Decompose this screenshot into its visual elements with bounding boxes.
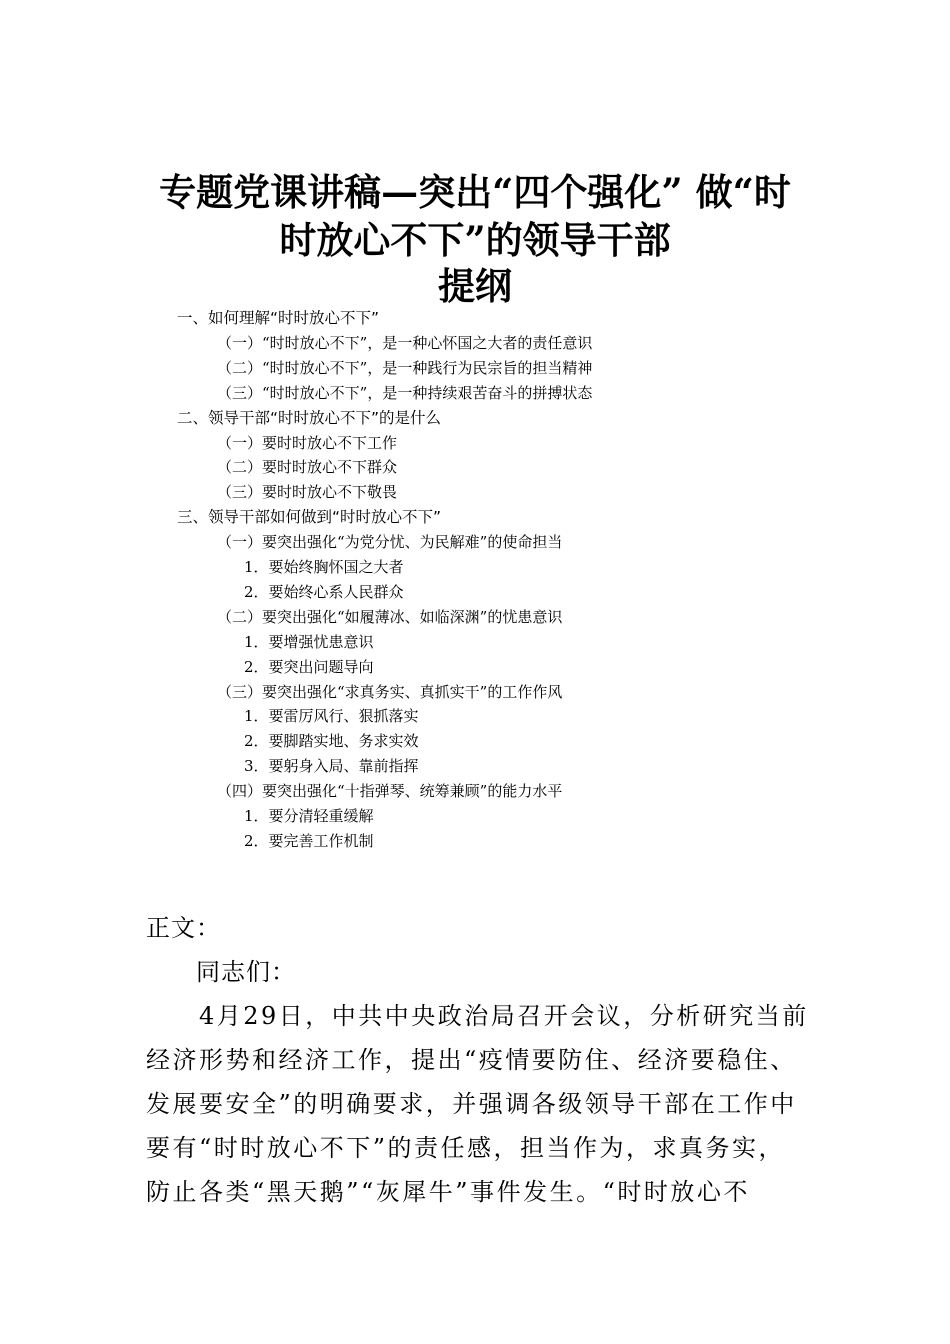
paragraph-line: 要有“时时放心不下”的责任感，担当作为，求真务实， <box>146 1134 786 1162</box>
document-title-line-2: 时放心不下”的领导干部 <box>279 218 671 262</box>
outline-item-level-2: （二）要突出强化“如履薄冰、如临深渊”的忧患意识 <box>217 607 563 626</box>
paragraph-line: 防止各类“黑天鹅”“灰犀牛”事件发生。“时时放心不 <box>146 1178 750 1206</box>
outline-item-level-3: 1．要始终胸怀国之大者 <box>244 558 404 576</box>
outline-item-level-1: 二、领导干部“时时放心不下”的是什么 <box>177 408 442 427</box>
outline-item-level-2: （一）要时时放心不下工作 <box>217 433 398 452</box>
paragraph-line: 经济形势和经济工作，提出“疫情要防住、经济要稳住、 <box>146 1046 797 1074</box>
outline-item-level-1: 三、领导干部如何做到“时时放心不下” <box>177 508 442 527</box>
paragraph-line: 4月29日，中共中央政治局召开会议，分析研究当前 <box>146 1002 809 1030</box>
greeting: 同志们： <box>196 958 296 986</box>
outline-item-level-3: 1．要分清轻重缓解 <box>244 807 374 825</box>
outline-heading: 提纲 <box>438 264 512 308</box>
outline-item-level-2: （三）“时时放心不下”，是一种持续艰苦奋斗的拼搏状态 <box>217 383 593 402</box>
outline-item-level-1: 一、如何理解“时时放心不下” <box>177 309 380 327</box>
outline-item-level-3: 2．要始终心系人民群众 <box>244 582 404 601</box>
outline-item-level-2: （三）要时时放心不下敬畏 <box>217 483 398 502</box>
outline-item-level-3: 3．要躬身入局、靠前指挥 <box>244 757 419 776</box>
outline-item-level-3: 2．要脚踏实地、务求实效 <box>244 732 419 751</box>
outline-item-level-2: （二）要时时放心不下群众 <box>217 458 398 477</box>
outline-item-level-2: （一）“时时放心不下”，是一种心怀国之大者的责任意识 <box>217 333 593 352</box>
outline-item-level-3: 2．要突出问题导向 <box>244 657 374 676</box>
outline-item-level-3: 1．要增强忧患意识 <box>244 632 374 651</box>
outline-item-level-3: 1．要雷厉风行、狠抓落实 <box>244 707 419 726</box>
outline-item-level-2: （一）要突出强化“为党分忧、为民解难”的使命担当 <box>217 533 563 552</box>
body-label: 正文： <box>146 914 221 942</box>
outline-item-level-2: （二）“时时放心不下”，是一种践行为民宗旨的担当精神 <box>217 358 593 377</box>
outline-item-level-3: 2．要完善工作机制 <box>244 831 374 850</box>
outline-item-level-2: （三）要突出强化“求真务实、真抓实干”的工作作风 <box>217 682 563 701</box>
outline-item-level-2: （四）要突出强化“十指弹琴、统筹兼顾”的能力水平 <box>217 782 563 801</box>
paragraph-line: 发展要安全”的明确要求，并强调各级领导干部在工作中 <box>146 1090 797 1118</box>
document-title-line-1: 专题党课讲稿—突出“四个强化” 做“时 <box>159 170 791 214</box>
